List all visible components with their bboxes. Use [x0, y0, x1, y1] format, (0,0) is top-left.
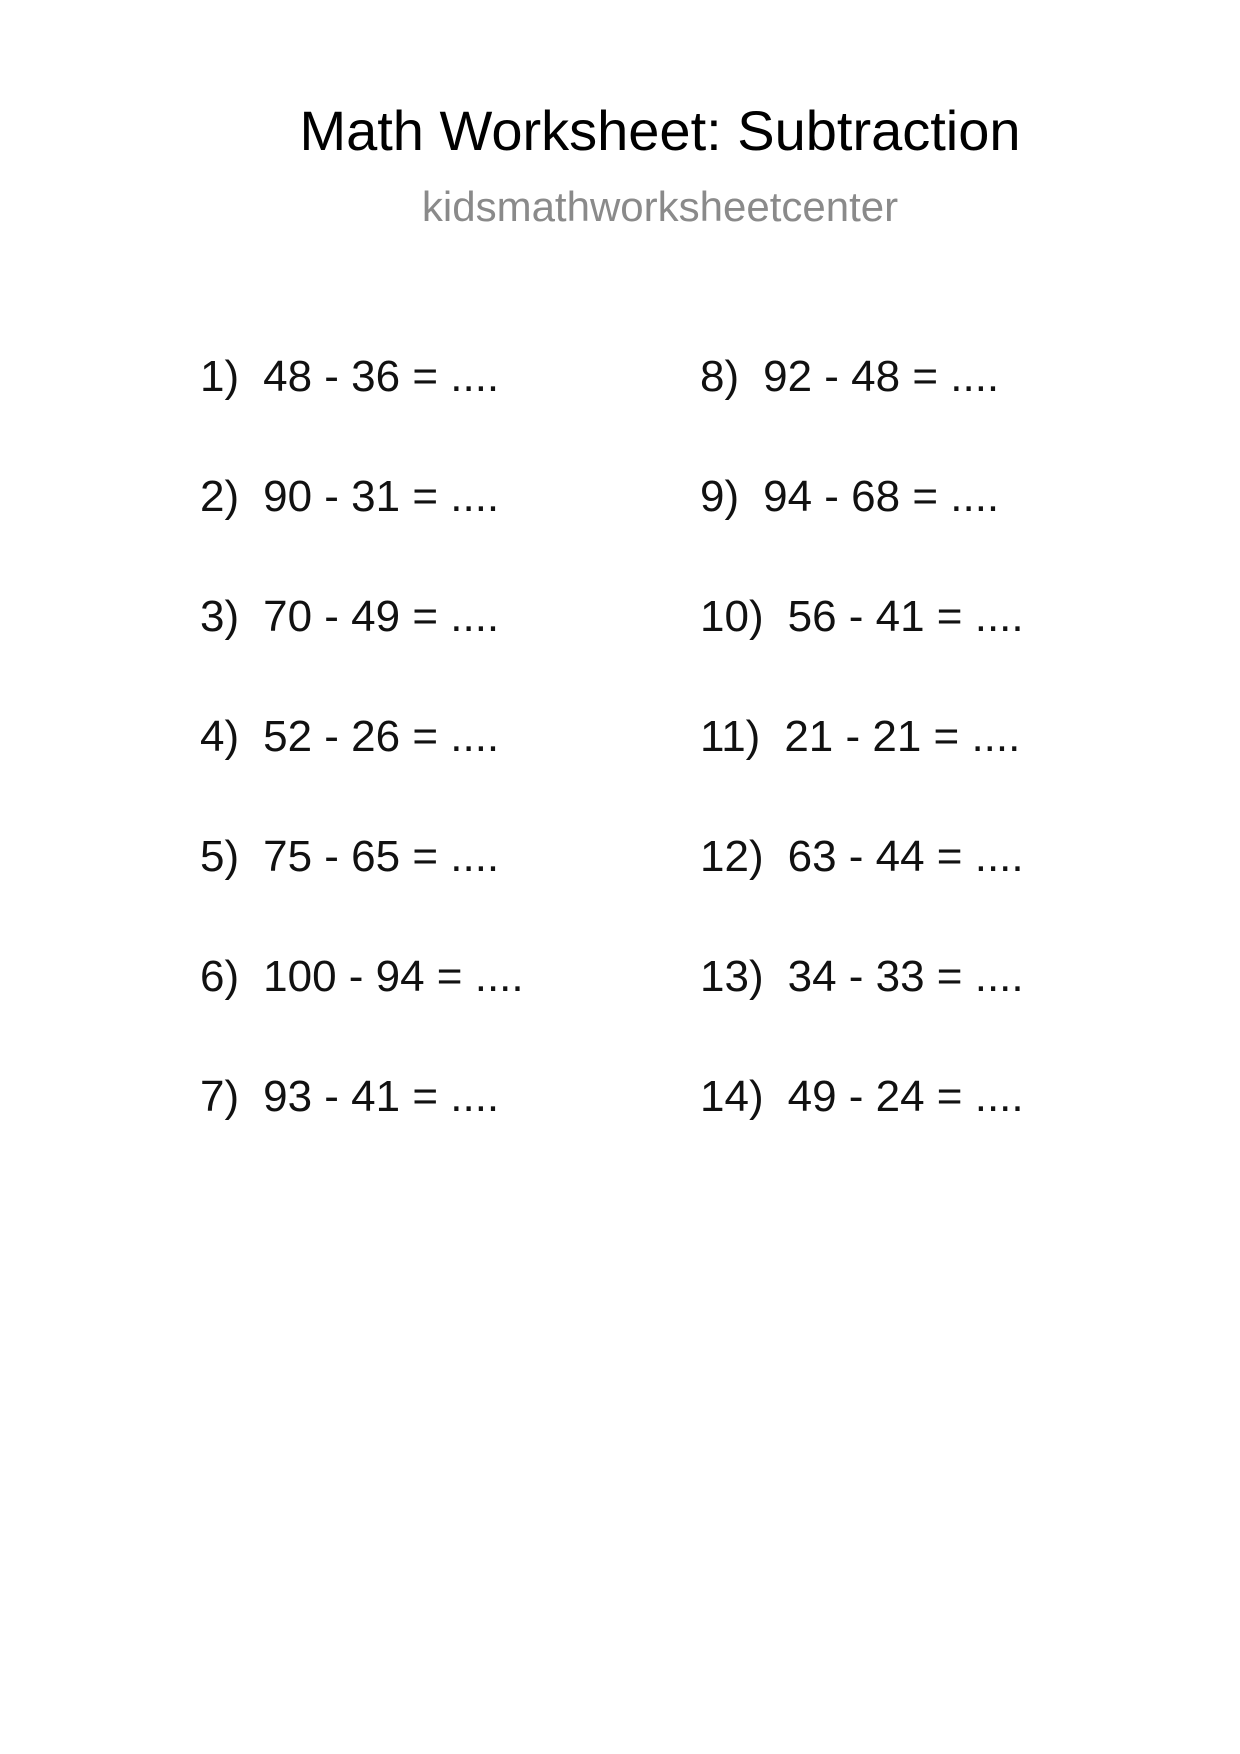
problem-item [200, 592, 499, 642]
problem-item [200, 832, 499, 882]
problem-item [200, 1072, 499, 1122]
problem-number: 10) [700, 592, 764, 641]
problem-expression: 63 - 44 = .... [787, 832, 1024, 881]
problem-item [200, 472, 499, 522]
problem-number: 6) [200, 952, 240, 1001]
problem-expression: 56 - 41 = .... [787, 592, 1024, 641]
problem-expression: 48 - 36 = .... [263, 352, 500, 401]
problem-number: 3) [200, 592, 240, 641]
problem-expression: 90 - 31 = .... [263, 472, 500, 521]
problem-number: 1) [200, 352, 240, 401]
problem-number: 14) [700, 1072, 764, 1121]
problem-item [700, 592, 1024, 642]
problem-expression: 52 - 26 = .... [263, 712, 500, 761]
problem-number: 11) [700, 712, 761, 761]
problem-number: 9) [700, 472, 740, 521]
problem-item [200, 952, 524, 1002]
problem-expression: 94 - 68 = .... [763, 472, 1000, 521]
problem-expression: 75 - 65 = .... [263, 832, 500, 881]
problem-item [700, 712, 1020, 762]
problem-number: 8) [700, 352, 740, 401]
problem-number: 12) [700, 832, 764, 881]
worksheet-source: kidsmathworksheetcenter [421, 183, 899, 230]
problem-expression: 49 - 24 = .... [787, 1072, 1024, 1121]
problem-expression: 93 - 41 = .... [263, 1072, 500, 1121]
problem-number: 7) [200, 1072, 240, 1121]
problem-number: 4) [200, 712, 240, 761]
problem-number: 13) [700, 952, 764, 1001]
problem-item [200, 712, 499, 762]
problem-number: 5) [200, 832, 240, 881]
problem-item [700, 472, 999, 522]
problem-number: 2) [200, 472, 240, 521]
problem-expression: 34 - 33 = .... [787, 952, 1024, 1001]
problem-item [700, 832, 1024, 882]
problem-expression: 21 - 21 = .... [784, 712, 1021, 761]
problem-item [200, 352, 499, 402]
problem-item [700, 952, 1024, 1002]
problem-item [700, 352, 999, 402]
problem-expression: 92 - 48 = .... [763, 352, 1000, 401]
problem-item [700, 1072, 1024, 1122]
problem-expression: 100 - 94 = .... [263, 952, 524, 1001]
problem-expression: 70 - 49 = .... [263, 592, 500, 641]
worksheet-title: Math Worksheet: Subtraction [299, 99, 1021, 162]
